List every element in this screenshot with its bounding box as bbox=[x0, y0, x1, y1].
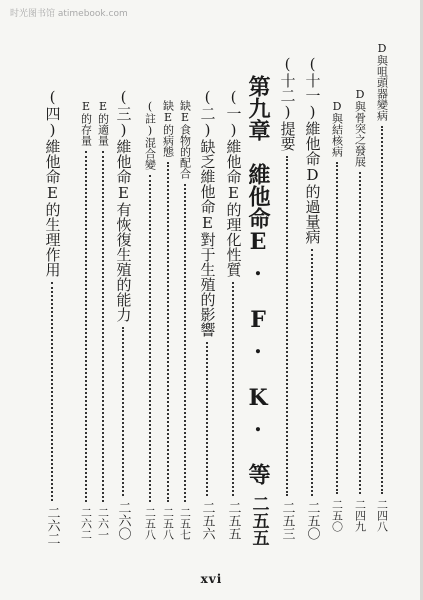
toc-entry bbox=[198, 88, 216, 540]
chapter-heading: 第九章 維他命E. F. K. 等 bbox=[245, 75, 271, 485]
toc-entry-label: (二)缺乏維他命E對于生殖的影響 bbox=[198, 88, 217, 337]
toc-entry-label: (三)維他命E有恢復生殖的能力 bbox=[114, 88, 133, 322]
toc-entry-label: (註)混合變 bbox=[143, 100, 157, 170]
toc-entry bbox=[330, 100, 344, 532]
dot-leader bbox=[286, 156, 288, 496]
dot-leader bbox=[149, 175, 151, 502]
dot-leader bbox=[359, 172, 361, 494]
dot-leader bbox=[381, 126, 383, 494]
toc-entry-label: D與結核病 bbox=[330, 100, 344, 157]
toc-entry-page: 二五七 bbox=[178, 507, 192, 540]
toc-entry-label: (一)維他命E的理化性質 bbox=[224, 88, 243, 277]
dot-leader bbox=[85, 151, 87, 502]
dot-leader bbox=[232, 282, 234, 496]
watermark: 时光图书馆 atimebook.com bbox=[10, 9, 128, 19]
toc-entry bbox=[278, 55, 296, 540]
chapter-page: 二五五 bbox=[248, 495, 269, 546]
toc-entry bbox=[43, 88, 61, 545]
toc-entry bbox=[375, 42, 389, 532]
toc-entry-page: 二五三 bbox=[279, 501, 295, 540]
dot-leader bbox=[336, 162, 338, 494]
toc-entry-page: 二四九 bbox=[353, 499, 367, 532]
toc-entry-label: (十二)提要 bbox=[278, 55, 297, 151]
toc-entry-label: D與咀頭器變病 bbox=[375, 42, 389, 121]
page-folio: xvi bbox=[200, 572, 223, 586]
toc-entry-page: 二五〇 bbox=[330, 499, 344, 532]
toc-entry-page: 二四八 bbox=[375, 499, 389, 532]
toc-entry-label: 缺E食物的配合 bbox=[178, 100, 192, 179]
toc-entry-page: 二五六 bbox=[199, 501, 215, 540]
toc-entry-page: 二五八 bbox=[161, 507, 175, 540]
toc-entry-page: 二五五 bbox=[225, 501, 241, 540]
chapter-heading-entry bbox=[245, 75, 271, 545]
toc-entry-page: 二五〇 bbox=[304, 501, 320, 540]
dot-leader bbox=[51, 282, 53, 501]
toc-entry bbox=[303, 55, 321, 540]
toc-entry-page: 二六一 bbox=[96, 507, 110, 540]
toc-entry-page: 二六二 bbox=[79, 507, 93, 540]
dot-leader bbox=[122, 327, 124, 496]
dot-leader bbox=[311, 249, 313, 496]
toc-entry-page: 二六〇 bbox=[115, 501, 131, 540]
dot-leader bbox=[184, 184, 186, 502]
dot-leader bbox=[206, 342, 208, 496]
toc-entry-label: (四)維他命E的生理作用 bbox=[43, 88, 62, 277]
toc-entry bbox=[96, 100, 110, 540]
toc-entry bbox=[353, 88, 367, 532]
toc-entry bbox=[178, 100, 192, 540]
toc-entry bbox=[161, 100, 175, 540]
toc-entry-page: 二五八 bbox=[143, 507, 157, 540]
toc-entry bbox=[143, 100, 157, 540]
toc-entry bbox=[114, 88, 132, 540]
toc-entry-label: 缺E的病態 bbox=[161, 100, 175, 157]
toc-entry-label: E的適量 bbox=[96, 100, 110, 146]
toc-entry-label: E的存量 bbox=[79, 100, 93, 146]
toc-entry bbox=[79, 100, 93, 540]
toc-entry-page: 二六二 bbox=[44, 506, 60, 545]
toc-entry bbox=[224, 88, 242, 540]
toc-entry-label: (十一)維他命D的過量病 bbox=[303, 55, 322, 244]
toc-entry-label: D與骨突之發展 bbox=[353, 88, 367, 167]
dot-leader bbox=[102, 151, 104, 502]
dot-leader bbox=[167, 162, 169, 502]
